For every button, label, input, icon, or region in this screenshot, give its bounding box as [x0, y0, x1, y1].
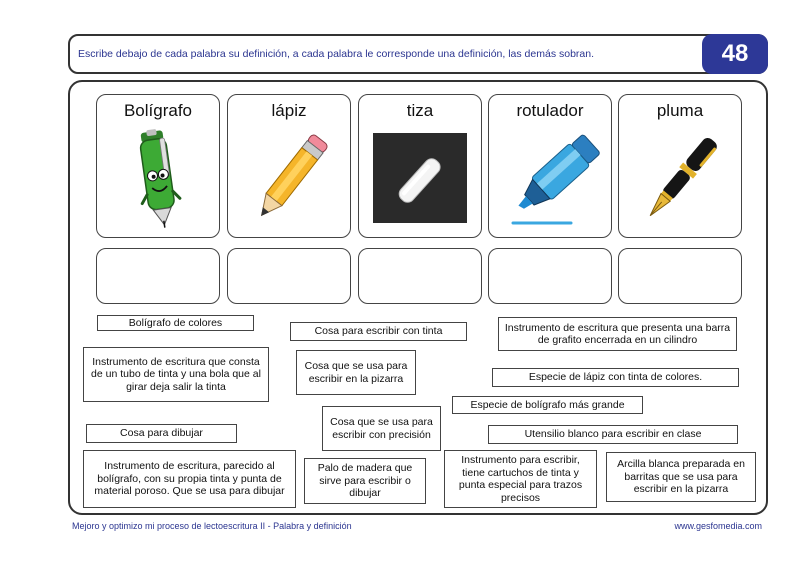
- pen-icon: [109, 129, 209, 229]
- worksheet-panel: [68, 80, 768, 515]
- answer-box-rotulador[interactable]: [488, 248, 612, 304]
- word-card-lapiz: [227, 94, 351, 238]
- fountain-pen-icon: [631, 129, 731, 229]
- word-label: pluma: [656, 101, 704, 120]
- definition-option[interactable]: Arcilla blanca preparada en barritas que se usa para escribir en la pizarra: [606, 452, 756, 502]
- definition-option[interactable]: Cosa para dibujar: [86, 424, 237, 443]
- footer-website: www.gesfomedia.com: [674, 521, 762, 531]
- chalk-icon: [371, 129, 471, 229]
- instruction-header: [68, 34, 768, 74]
- word-card-tiza: [358, 94, 482, 238]
- answer-box-pluma[interactable]: [618, 248, 742, 304]
- answer-box-lapiz[interactable]: [227, 248, 351, 304]
- footer-title: Mejoro y optimizo mi proceso de lectoescritura II - Palabra y definición: [72, 521, 352, 531]
- definition-option[interactable]: Instrumento de escritura, parecido al bolígrafo, con su propia tinta y punta de material poroso. Que se usa para dibujar: [83, 450, 296, 508]
- pencil-icon: [240, 129, 340, 229]
- definition-option[interactable]: Utensilio blanco para escribir en clase: [488, 425, 738, 444]
- word-label: tiza: [406, 101, 434, 120]
- definition-option[interactable]: Bolígrafo de colores: [97, 315, 254, 331]
- word-label: lápiz: [271, 101, 307, 120]
- definition-option[interactable]: Especie de bolígrafo más grande: [452, 396, 643, 414]
- definition-option[interactable]: Cosa para escribir con tinta: [290, 322, 467, 341]
- instruction-text: Escribe debajo de cada palabra su definición, a cada palabra le corresponde una definición, las demás sobran.: [78, 48, 595, 60]
- page-number-badge: 48: [702, 34, 768, 74]
- answer-box-boligrafo[interactable]: [96, 248, 220, 304]
- definition-option[interactable]: Palo de madera que sirve para escribir o dibujar: [304, 458, 426, 504]
- word-card-pluma: [618, 94, 742, 238]
- definition-option[interactable]: Instrumento de escritura que presenta una barra de grafito encerrada en un cilindro: [498, 317, 737, 351]
- definition-option[interactable]: Instrumento para escribir, tiene cartuchos de tinta y punta especial para trazos precisos: [444, 450, 597, 508]
- word-card-rotulador: [488, 94, 612, 238]
- answer-box-tiza[interactable]: [358, 248, 482, 304]
- highlighter-icon: [501, 129, 601, 229]
- word-label: Bolígrafo: [123, 101, 193, 120]
- word-label: rotulador: [516, 101, 584, 120]
- definition-option[interactable]: Instrumento de escritura que consta de un tubo de tinta y una bola que al girar deja salir la tinta: [83, 347, 269, 402]
- definition-option[interactable]: Cosa que se usa para escribir con precisión: [322, 406, 441, 451]
- definition-option[interactable]: Cosa que se usa para escribir en la pizarra: [296, 350, 416, 395]
- definition-option[interactable]: Especie de lápiz con tinta de colores.: [492, 368, 739, 387]
- word-card-boligrafo: [96, 94, 220, 238]
